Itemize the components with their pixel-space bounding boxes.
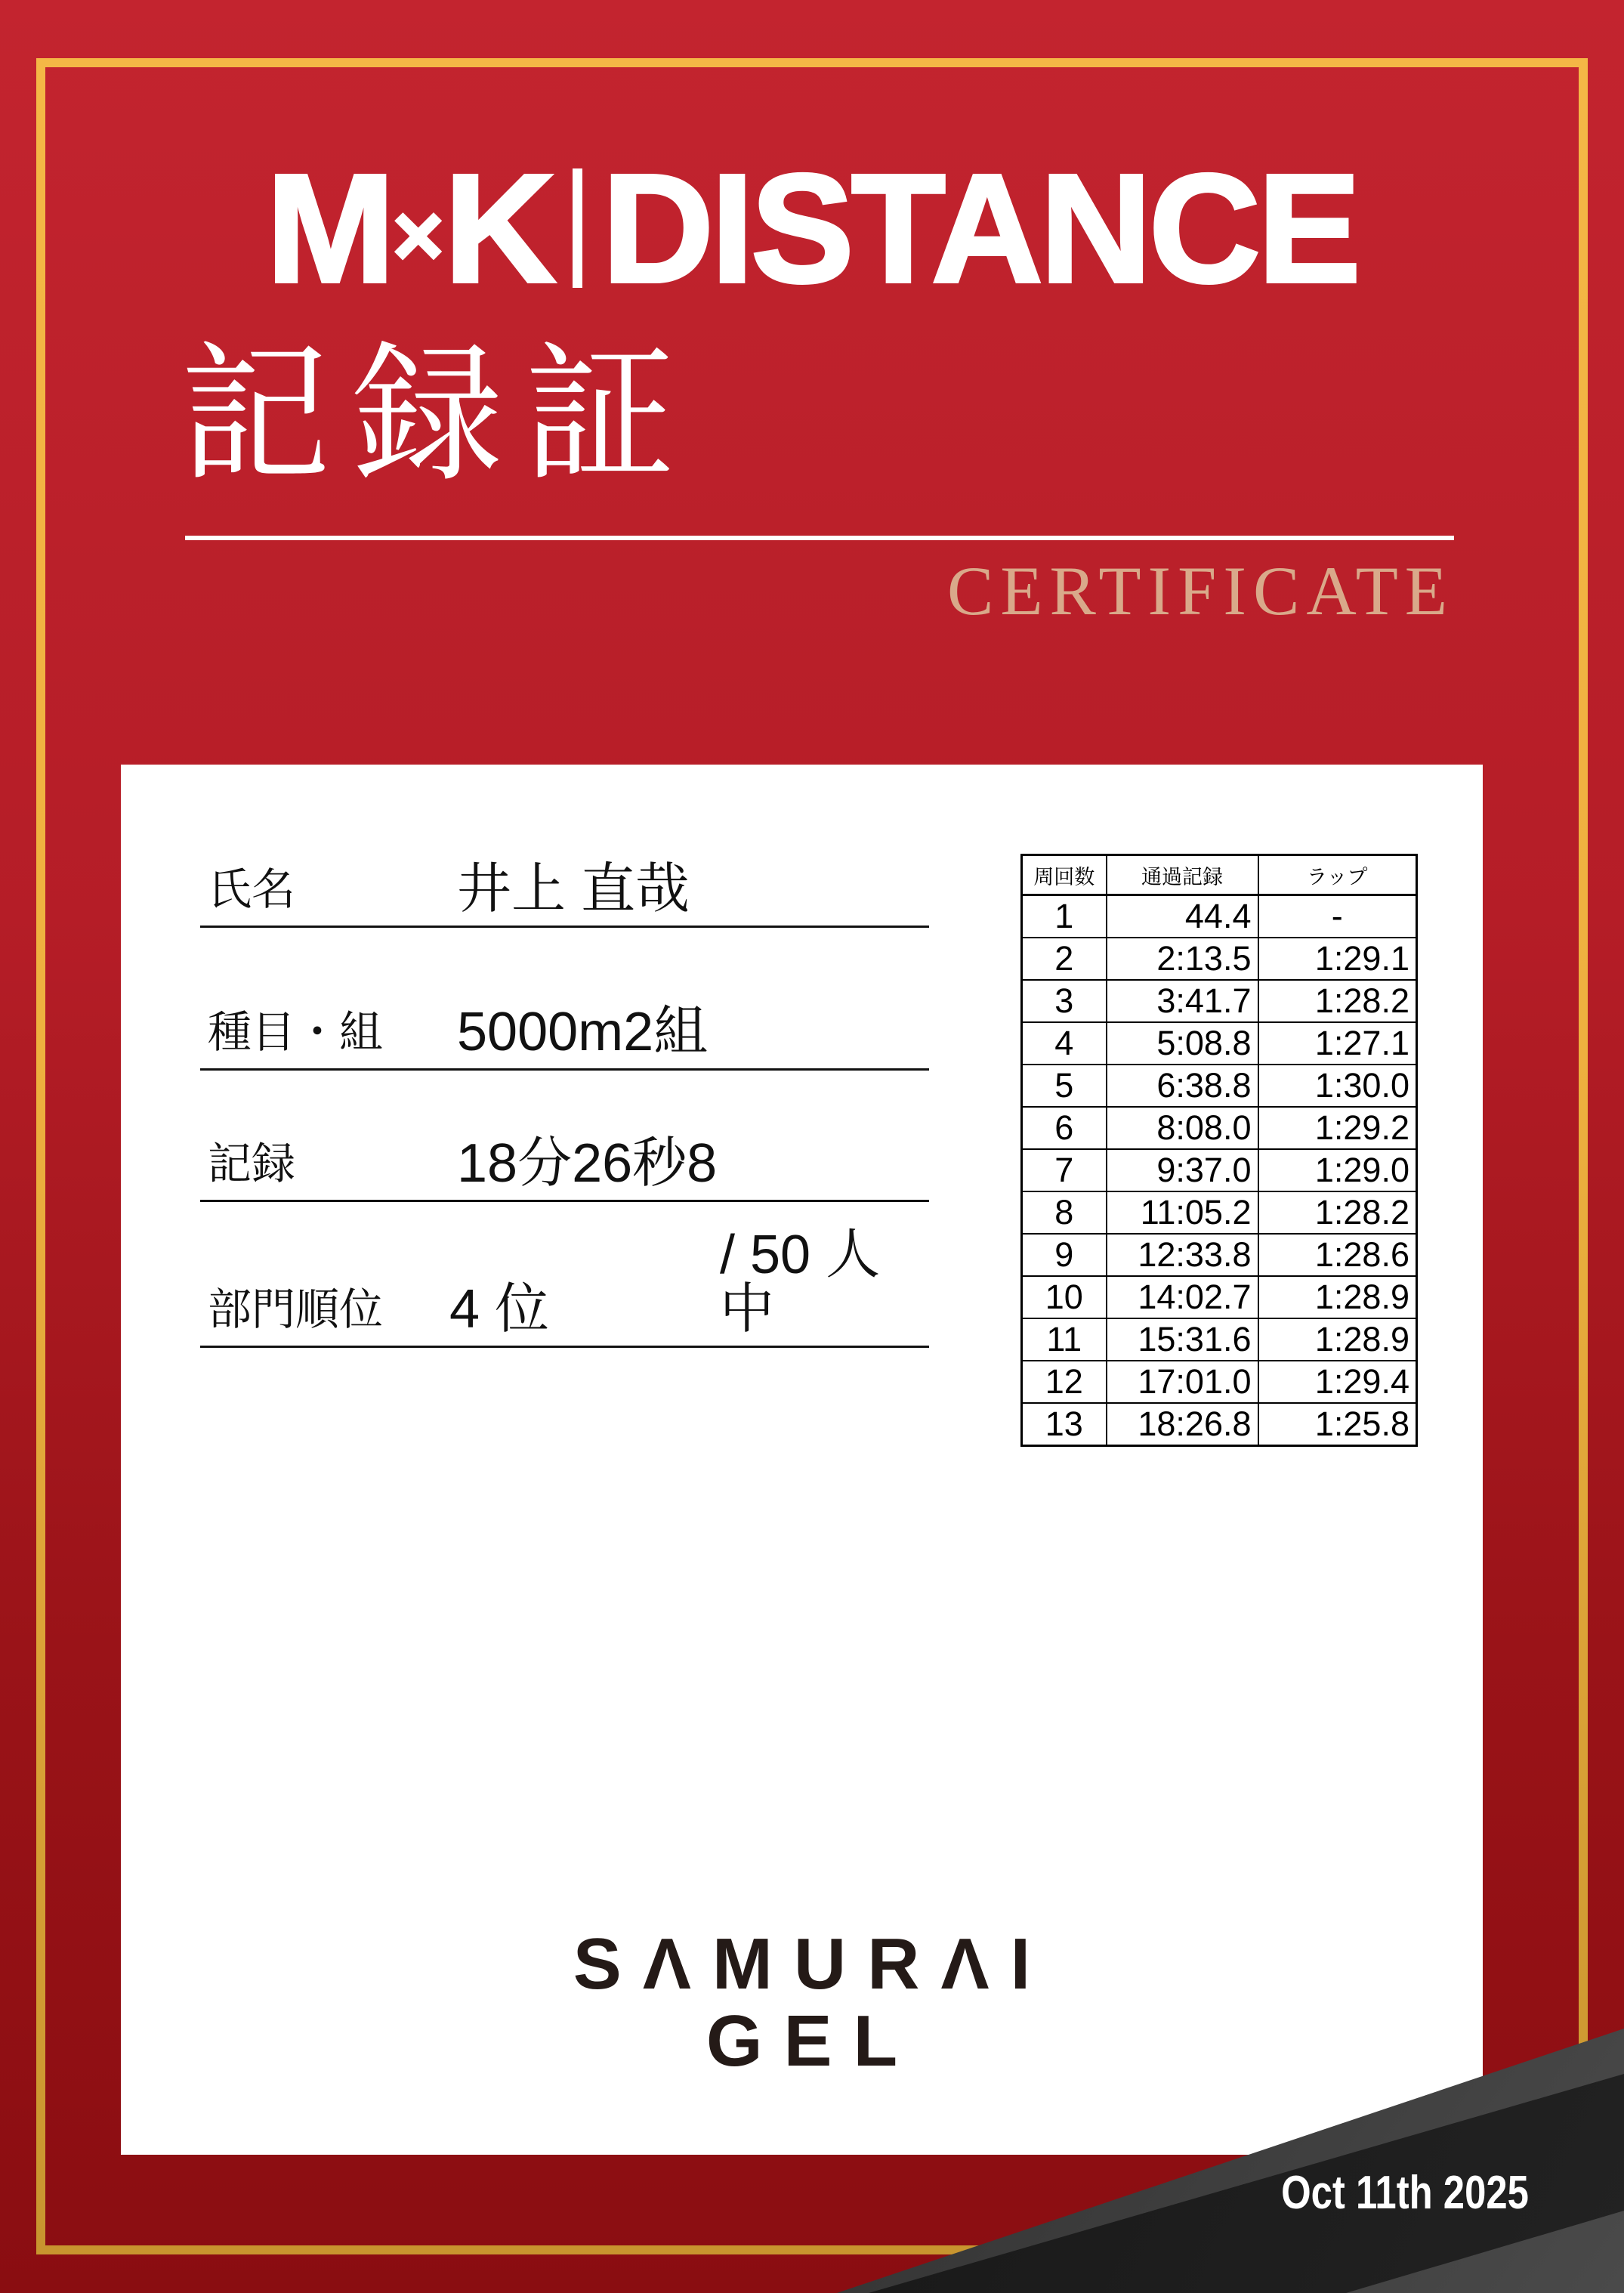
lap-table-header-row: [1022, 855, 1417, 895]
lap-table: [1020, 854, 1418, 1447]
lap-number-cell: 2: [1022, 938, 1107, 980]
lap-time-cell: 1:28.2: [1258, 980, 1417, 1022]
field-value-name: 井上 直哉: [457, 859, 690, 919]
split-time-cell: 5:08.8: [1107, 1022, 1258, 1065]
lap-table-row: [1022, 1234, 1417, 1276]
split-time-cell: 14:02.7: [1107, 1276, 1258, 1318]
lap-time-cell: 1:28.9: [1258, 1276, 1417, 1318]
brand-multiply-sign: ×: [392, 186, 445, 286]
lap-number-cell: 4: [1022, 1022, 1107, 1065]
field-label-record: 記録: [208, 1139, 296, 1188]
lap-time-cell: 1:27.1: [1258, 1022, 1417, 1065]
lap-number-cell: 5: [1022, 1065, 1107, 1107]
lap-time-cell: 1:28.9: [1258, 1318, 1417, 1361]
lap-table-row: [1022, 1191, 1417, 1234]
brand-k: K: [444, 141, 554, 315]
split-time-cell: 8:08.0: [1107, 1107, 1258, 1149]
lap-number-cell: 6: [1022, 1107, 1107, 1149]
field-value-rank-total: / 50 人中: [720, 1225, 881, 1340]
lap-table-row: [1022, 1276, 1417, 1318]
lap-number-cell: 12: [1022, 1361, 1107, 1403]
brand-title: [0, 141, 1624, 315]
lap-number-cell: 8: [1022, 1191, 1107, 1234]
field-row-name: [200, 831, 929, 928]
split-time-cell: 6:38.8: [1107, 1065, 1258, 1107]
lap-time-cell: 1:29.0: [1258, 1149, 1417, 1191]
field-value-rank: 4 位: [449, 1279, 550, 1340]
lap-time-cell: 1:29.2: [1258, 1107, 1417, 1149]
lap-time-cell: 1:25.8: [1258, 1403, 1417, 1446]
field-row-event: [200, 974, 929, 1071]
field-label-event: 種目・組: [208, 1008, 384, 1057]
lap-table-row: [1022, 1149, 1417, 1191]
lap-time-cell: 1:30.0: [1258, 1065, 1417, 1107]
event-date: Oct 11th 2025: [1281, 2167, 1529, 2219]
split-time-cell: 11:05.2: [1107, 1191, 1258, 1234]
lap-table-header-lap: ラップ: [1258, 855, 1417, 895]
lap-table-header-laps: 周回数: [1022, 855, 1107, 895]
sponsor-logo-gel: GEL: [705, 2001, 919, 2081]
brand-distance: DISTANCE: [602, 141, 1358, 315]
lap-number-cell: 9: [1022, 1234, 1107, 1276]
lap-number-cell: 10: [1022, 1276, 1107, 1318]
lap-number-cell: 13: [1022, 1403, 1107, 1446]
lap-number-cell: 1: [1022, 895, 1107, 938]
lap-table-row: [1022, 1107, 1417, 1149]
lap-number-cell: 3: [1022, 980, 1107, 1022]
lap-table-row: [1022, 1318, 1417, 1361]
lap-table-row: [1022, 1065, 1417, 1107]
split-time-cell: 18:26.8: [1107, 1403, 1258, 1446]
field-value-record: 18分26秒8: [457, 1133, 718, 1194]
lap-table-row: [1022, 1403, 1417, 1446]
field-row-rank: [200, 1225, 929, 1348]
split-time-cell: 15:31.6: [1107, 1318, 1258, 1361]
certificate-title-jp: 記録証: [180, 333, 697, 500]
lap-table-row: [1022, 980, 1417, 1022]
split-time-cell: 9:37.0: [1107, 1149, 1258, 1191]
brand-mxk: [266, 141, 554, 315]
brand-m: M: [266, 141, 393, 315]
lap-number-cell: 11: [1022, 1318, 1107, 1361]
field-value-event: 5000m2組: [457, 1002, 709, 1062]
lap-table-row: [1022, 1022, 1417, 1065]
certificate-title-en: CERTIFICATE: [946, 552, 1454, 629]
field-label-rank: 部門順位: [208, 1285, 384, 1334]
field-label-name: 氏名: [208, 865, 296, 914]
lap-table-row: [1022, 938, 1417, 980]
split-time-cell: 44.4: [1107, 895, 1258, 938]
header-rule-line: [185, 536, 1454, 540]
lap-table-row: [1022, 1361, 1417, 1403]
lap-time-cell: 1:29.4: [1258, 1361, 1417, 1403]
lap-time-cell: 1:28.2: [1258, 1191, 1417, 1234]
split-time-cell: 3:41.7: [1107, 980, 1258, 1022]
lap-time-cell: -: [1258, 895, 1417, 938]
split-time-cell: 17:01.0: [1107, 1361, 1258, 1403]
brand-divider-bar: [573, 168, 582, 288]
lap-number-cell: 7: [1022, 1149, 1107, 1191]
split-time-cell: 12:33.8: [1107, 1234, 1258, 1276]
lap-time-cell: 1:29.1: [1258, 938, 1417, 980]
split-time-cell: 2:13.5: [1107, 938, 1258, 980]
lap-time-cell: 1:28.6: [1258, 1234, 1417, 1276]
sponsor-logo-samurai: SΛMURΛI: [573, 1924, 1052, 2004]
lap-table-row: [1022, 895, 1417, 938]
field-row-record: [200, 1105, 929, 1202]
lap-table-header-split: 通過記録: [1107, 855, 1258, 895]
